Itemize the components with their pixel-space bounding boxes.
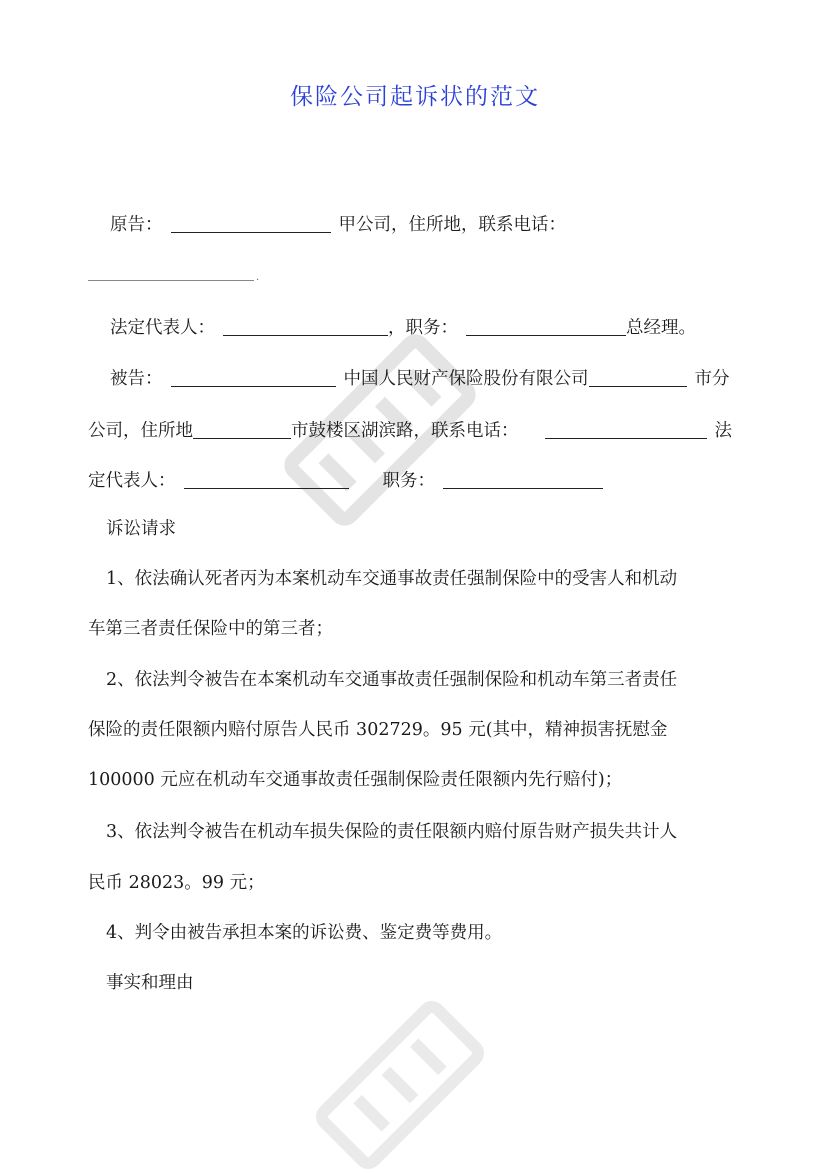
legal-rep-line: [88, 316, 748, 340]
plaintiff-blank: [171, 214, 331, 233]
defendant-phone-blank: [545, 420, 707, 439]
plaintiff-phone-blank: [88, 280, 254, 281]
plaintiff-company: 甲公司，住所地，联系电话：: [338, 215, 566, 235]
claim-2-line-3: 100000 元应在机动车交通事故责任强制保险责任限额内先行赔付)；: [88, 770, 623, 790]
page-title: 保险公司起诉状的范文: [290, 84, 540, 110]
defendant-rep-start: 法: [714, 421, 732, 441]
defendant-address-blank: [193, 420, 291, 439]
claim-3-line-1: 3、依法判令被告在机动车损失保险的责任限额内赔付原告财产损失共计人: [106, 822, 678, 842]
defendant-company: 中国人民财产保险股份有限公司: [343, 369, 589, 389]
watermark-logo-bottom: [300, 1000, 500, 1174]
claim-2-line-2: 保险的责任限额内赔付原告人民币 302729。95 元(其中，精神损害抚慰金: [88, 720, 668, 740]
defendant-address: 市鼓楼区湖滨路，联系电话：: [291, 421, 519, 441]
defendant-position-label: 职务：: [382, 471, 435, 491]
defendant-label: 被告：: [110, 369, 163, 389]
claims-heading: 诉讼请求: [106, 519, 176, 539]
position-blank: [466, 317, 626, 336]
defendant-position-blank: [443, 470, 603, 489]
defendant-rep-blank: [184, 470, 349, 489]
defendant-city-blank: [589, 368, 687, 387]
claim-3-line-2: 民币 28023。99 元；: [88, 873, 265, 893]
facts-heading: 事实和理由: [106, 973, 194, 993]
defendant-line-1: [88, 367, 748, 391]
position-label: ，职务：: [388, 318, 458, 338]
plaintiff-label: 原告：: [110, 215, 163, 235]
defendant-blank: [171, 368, 336, 387]
claim-2-line-1: 2、依法判令被告在本案机动车交通事故责任强制保险和机动车第三者责任: [106, 670, 678, 690]
legal-rep-label: 法定代表人：: [110, 318, 215, 338]
defendant-rep-label: 定代表人：: [88, 471, 176, 491]
claim-1-line-1: 1、依法确认死者丙为本案机动车交通事故责任强制保险中的受害人和机动: [106, 569, 678, 589]
period-mark: .: [256, 272, 260, 283]
defendant-branch: 市分: [694, 369, 730, 389]
position-value: 总经理。: [626, 318, 696, 338]
plaintiff-line: [88, 213, 748, 237]
defendant-line-3: [88, 469, 748, 493]
legal-rep-blank: [223, 317, 388, 336]
claim-1-line-2: 车第三者责任保险中的第三者；: [88, 619, 333, 639]
claim-4-line: 4、判令由被告承担本案的诉讼费、鉴定费等费用。: [106, 923, 503, 943]
defendant-address-label: 公司，住所地: [88, 421, 193, 441]
defendant-line-2: [88, 419, 748, 443]
